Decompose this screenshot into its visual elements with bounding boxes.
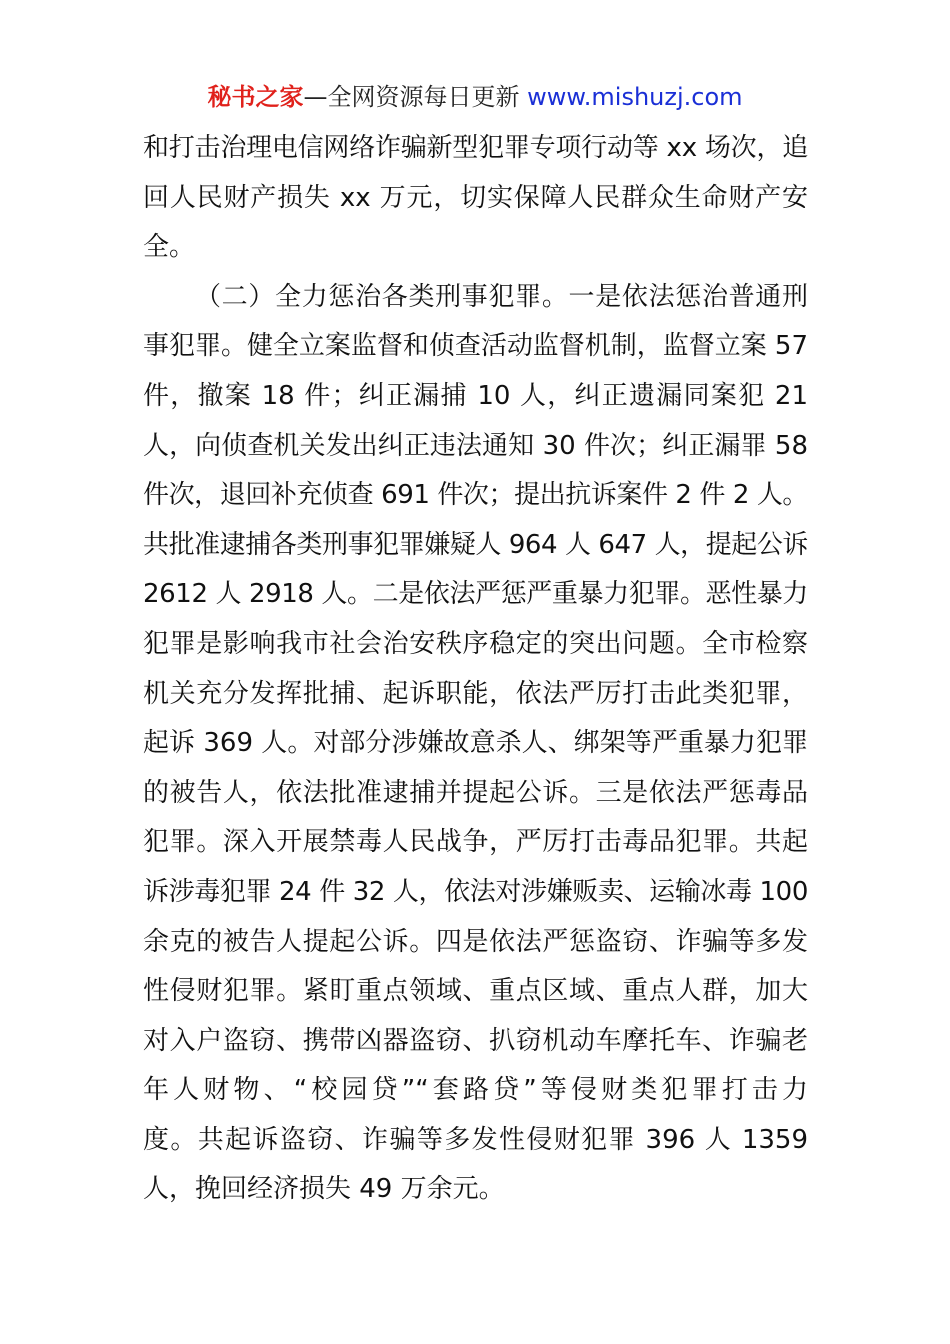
text-line: 对入户盗窃、携带凶器盗窃、扒窃机动车摩托车、诈骗老 xyxy=(143,1025,808,1056)
text-line: 性侵财犯罪。紧盯重点领域、重点区域、重点人群，加大 xyxy=(143,976,808,1007)
text-line: 件次，退回补充侦查 691 件次；提出抗诉案件 2 件 2 人。 xyxy=(143,480,808,511)
text-line: 犯罪是影响我市社会治安秩序稳定的突出问题。全市检察 xyxy=(143,628,808,659)
text-line: 件，撤案 18 件；纠正漏捕 10 人，纠正遗漏同案犯 21 xyxy=(143,380,808,411)
text-line: 余克的被告人提起公诉。四是依法严惩盗窃、诈骗等多发 xyxy=(143,926,808,957)
text-line: 全。 xyxy=(143,232,196,263)
text-line: 事犯罪。健全立案监督和侦查活动监督机制，监督立案 57 xyxy=(143,331,808,362)
text-line: 机关充分发挥批捕、起诉职能，依法严厉打击此类犯罪， xyxy=(143,678,808,709)
text-line: 的被告人，依法批准逮捕并提起公诉。三是依法严惩毒品 xyxy=(143,777,808,808)
text-line: 犯罪。深入开展禁毒人民战争，严厉打击毒品犯罪。共起 xyxy=(143,827,808,858)
text-line: 2612 人 2918 人。二是依法严惩严重暴力犯罪。恶性暴力 xyxy=(143,579,808,610)
paragraph-2 xyxy=(143,273,808,1215)
text-line: 人，挽回经济损失 49 万余元。 xyxy=(143,1174,505,1205)
text-line: （二）全力惩治各类刑事犯罪。一是依法惩治普通刑 xyxy=(195,281,808,312)
text-line: 人，向侦查机关发出纠正违法通知 30 件次；纠正漏罪 58 xyxy=(143,430,808,461)
header-tagline: —全网资源每日更新 xyxy=(303,83,520,111)
paragraph-1 xyxy=(143,124,808,273)
site-header xyxy=(0,81,950,113)
brand-name: 秘书之家 xyxy=(207,83,304,111)
text-line: 诉涉毒犯罪 24 件 32 人，依法对涉嫌贩卖、运输冰毒 100 xyxy=(143,876,808,907)
text-line: 共批准逮捕各类刑事犯罪嫌疑人 964 人 647 人，提起公诉 xyxy=(143,529,808,560)
text-line: 起诉 369 人。对部分涉嫌故意杀人、绑架等严重暴力犯罪 xyxy=(143,728,808,759)
text-line: 回人民财产损失 xx 万元，切实保障人民群众生命财产安 xyxy=(143,182,808,213)
text-line: 度。共起诉盗窃、诈骗等多发性侵财犯罪 396 人 1359 xyxy=(143,1124,808,1155)
document-body xyxy=(143,124,808,1215)
text-line: 和打击治理电信网络诈骗新型犯罪专项行动等 xx 场次，追 xyxy=(143,133,808,163)
text-line: 年人财物、“校园贷”“套路贷”等侵财类犯罪打击力 xyxy=(143,1075,808,1106)
site-url-link[interactable]: www.mishuzj.com xyxy=(527,83,743,111)
